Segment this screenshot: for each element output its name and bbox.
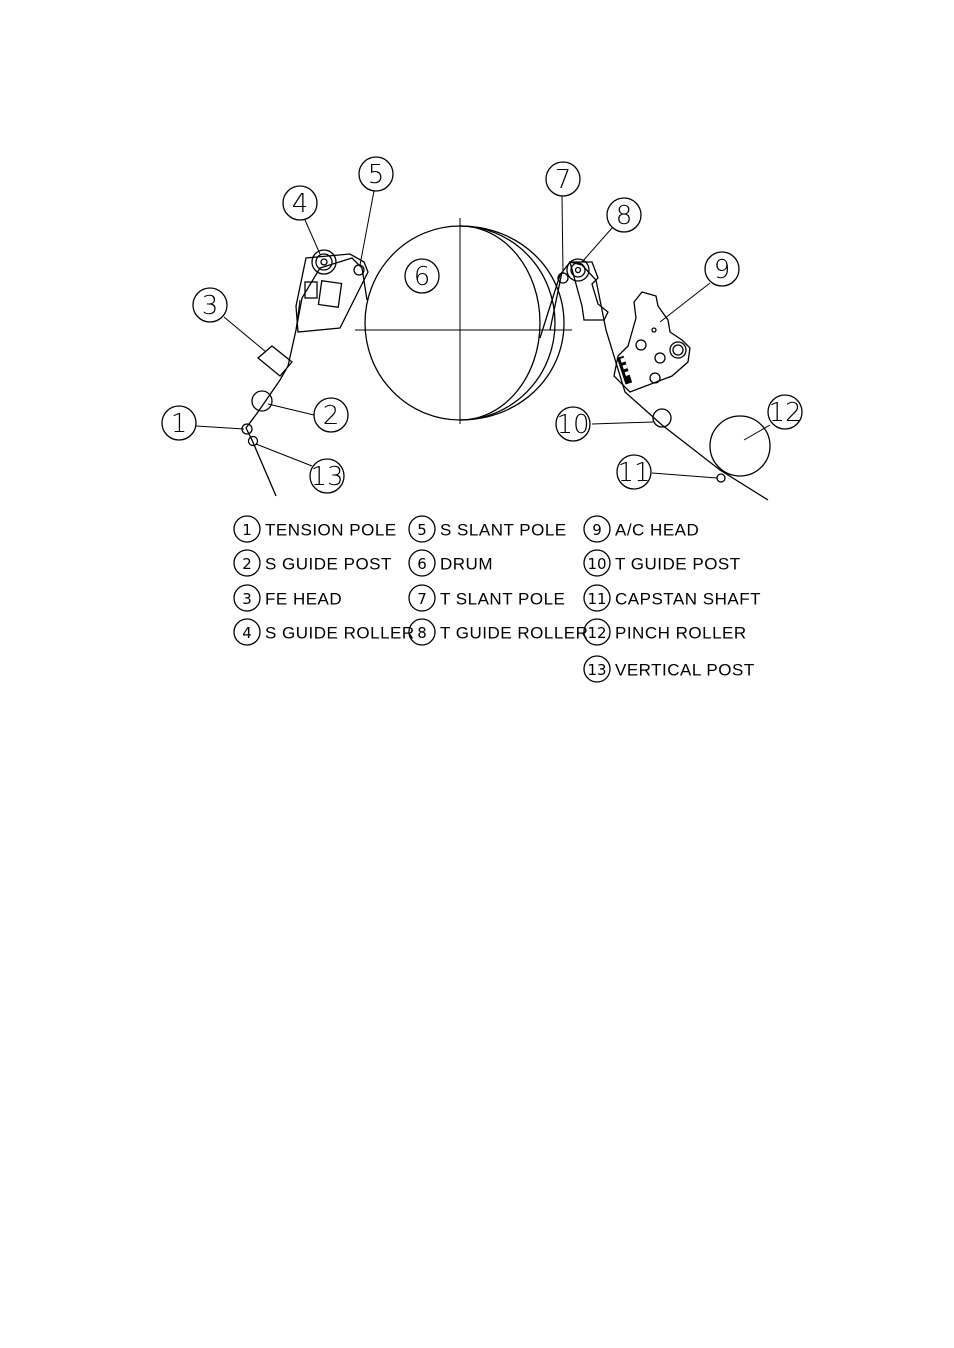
legend-item-2-number: 2 (242, 555, 252, 573)
legend-item-13-label: VERTICAL POST (615, 660, 755, 680)
legend-item-8 (409, 619, 588, 645)
legend-item-1-number: 1 (242, 521, 252, 539)
legend-item-10-number: 10 (587, 555, 607, 573)
legend-item-7-number: 7 (417, 590, 427, 608)
legend-item-9-number: 9 (592, 521, 602, 539)
legend-item-12-label: PINCH ROLLER (615, 623, 747, 643)
callout-8-number: 8 (615, 201, 633, 231)
callout-12 (768, 395, 802, 429)
legend-item-9 (584, 516, 699, 542)
callout-3-number: 3 (201, 291, 219, 321)
legend-item-11 (584, 585, 761, 611)
fe-head (258, 346, 292, 376)
legend-item-2 (234, 550, 392, 576)
legend-item-3 (234, 585, 342, 611)
legend-item-2-label: S GUIDE POST (265, 554, 392, 574)
callout-12-number: 12 (768, 398, 802, 428)
callout-5 (359, 157, 393, 191)
legend-item-1 (234, 516, 397, 542)
legend-item-4-label: S GUIDE ROLLER (265, 623, 415, 643)
legend-item-5-label: S SLANT POLE (440, 520, 567, 540)
callout-leaders (196, 191, 770, 478)
legend-item-11-label: CAPSTAN SHAFT (615, 589, 761, 609)
pinch-roller (710, 416, 770, 476)
callout-6-number: 6 (413, 262, 431, 292)
callout-10 (556, 407, 590, 441)
tape-takeup-side (540, 262, 768, 500)
legend-item-13-number: 13 (587, 661, 607, 679)
legend-item-8-label: T GUIDE ROLLER (440, 623, 589, 643)
legend-item-1-label: TENSION POLE (265, 520, 397, 540)
tape-supply-side (246, 258, 367, 496)
callout-11-number: 11 (617, 458, 651, 488)
callout-13-number: 13 (310, 462, 344, 492)
legend-item-8-number: 8 (417, 624, 427, 642)
callout-3 (193, 288, 227, 322)
legend-item-4 (234, 619, 415, 645)
legend-item-7-label: T SLANT POLE (440, 589, 566, 609)
legend-item-13 (584, 656, 755, 682)
legend-item-4-number: 4 (242, 624, 252, 642)
legend-item-6-label: DRUM (440, 554, 493, 574)
legend-item-5 (409, 516, 567, 542)
callout-11 (617, 455, 651, 489)
drum-outer-edge (460, 226, 564, 420)
legend-item-10-label: T GUIDE POST (615, 554, 741, 574)
legend-item-6-number: 6 (417, 555, 427, 573)
legend (234, 516, 761, 682)
callout-5-number: 5 (367, 160, 385, 190)
legend-item-6 (409, 550, 493, 576)
callout-1-number: 1 (170, 409, 188, 439)
callout-1 (162, 406, 196, 440)
drum (355, 218, 572, 424)
callout-7-number: 7 (554, 165, 572, 195)
callout-9-number: 9 (713, 255, 731, 285)
callout-10-number: 10 (556, 410, 590, 440)
callout-9 (705, 252, 739, 286)
callout-8 (607, 198, 641, 232)
callout-6 (405, 259, 439, 293)
s-guide-post (252, 391, 272, 411)
legend-item-10 (584, 550, 741, 576)
capstan-shaft (717, 474, 725, 482)
callout-2 (314, 398, 348, 432)
legend-item-7 (409, 585, 565, 611)
legend-item-3-label: FE HEAD (265, 589, 343, 609)
callout-13 (310, 459, 344, 493)
s-guide-roller (312, 250, 336, 274)
callout-4 (283, 186, 317, 220)
legend-item-3-number: 3 (242, 590, 252, 608)
legend-item-11-number: 11 (587, 590, 607, 608)
callout-4-number: 4 (291, 189, 309, 219)
callout-2-number: 2 (322, 401, 340, 431)
legend-item-5-number: 5 (417, 521, 427, 539)
legend-item-12-number: 12 (587, 624, 607, 642)
legend-item-9-label: A/C HEAD (615, 520, 700, 540)
legend-item-12 (584, 619, 747, 645)
callout-7 (546, 162, 580, 196)
